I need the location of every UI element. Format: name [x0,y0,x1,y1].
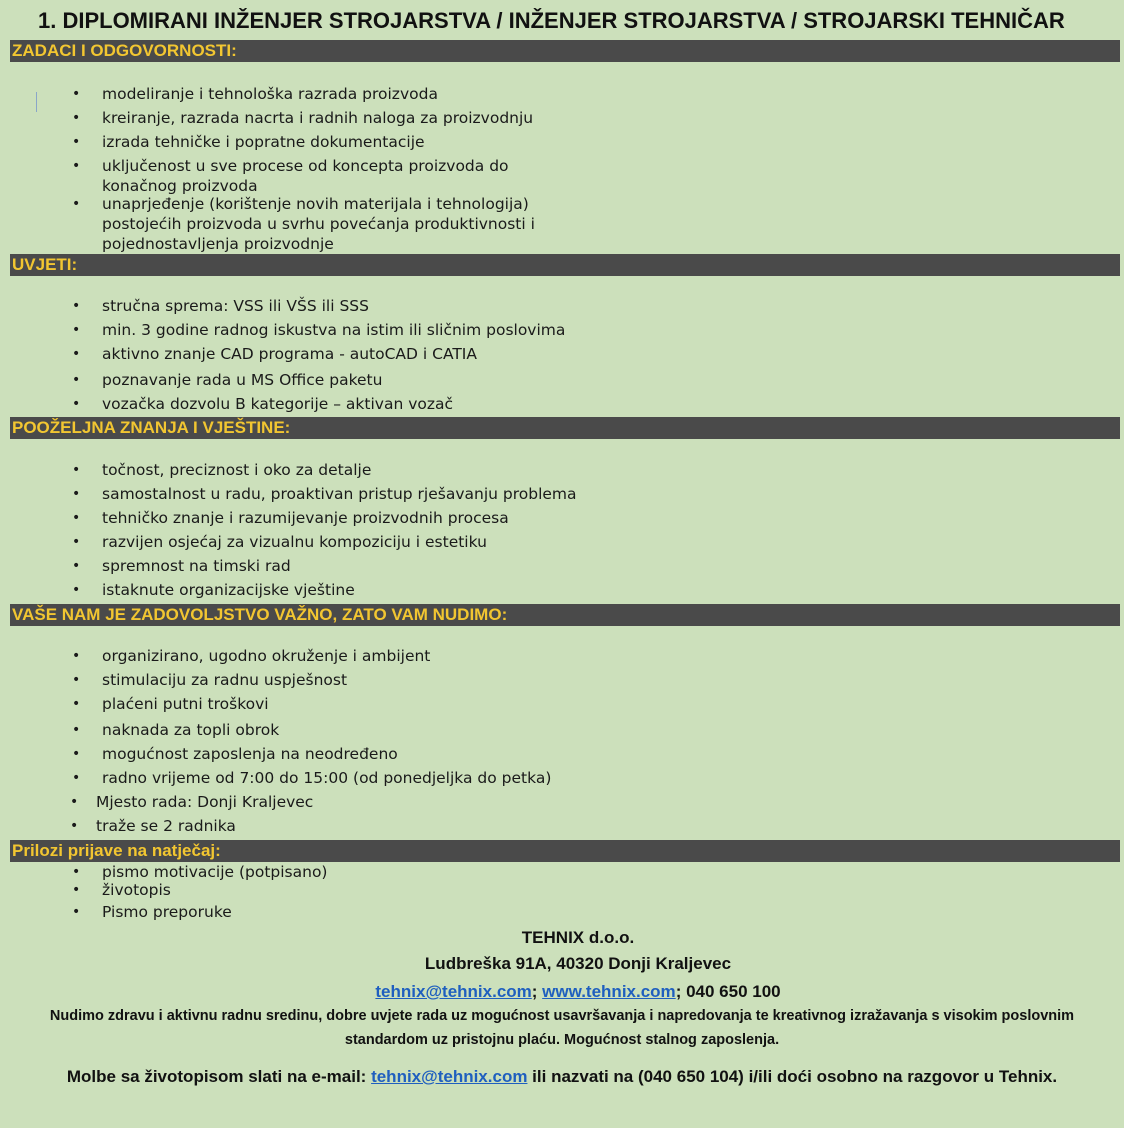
section-heading: Prilozi prijave na natječaj: [12,841,221,860]
section-header-offer [10,604,1120,626]
list-item: • traže se 2 radnika [70,817,236,835]
section-heading: VAŠE NAM JE ZADOVOLJSTVO VAŽNO, ZATO VAM NUDIMO: [12,605,508,624]
bullet-icon: • [72,770,81,786]
list-item: • plaćeni putni troškovi [72,695,269,713]
list-item: • uključenost u sve procese od koncepta proizvoda do konačnog proizvoda [72,157,509,195]
list-item: • životopis [72,881,171,899]
section-heading: POOŽELJNA ZNANJA I VJEŠTINE: [12,418,291,437]
bullet-icon: • [72,882,81,898]
bullet-icon: • [72,746,81,762]
bullet-icon: • [70,818,79,834]
list-item: • istaknute organizacijske vještine [72,581,355,599]
bullet-icon: • [72,864,81,880]
bullet-icon: • [72,158,81,174]
section-header-tasks [10,40,1120,62]
list-item: • min. 3 godine radnog iskustva na istim ili sličnim poslovima [72,321,566,339]
list-item: • točnost, preciznost i oko za detalje [72,461,372,479]
list-item: • tehničko znanje i razumijevanje proizvodnih procesa [72,509,509,527]
bullet-icon: • [72,110,81,126]
bullet-icon: • [72,672,81,688]
company-address: Ludbreška 91A, 40320 Donji Kraljevec [424,954,732,973]
bullet-icon: • [72,372,81,388]
section-header-skills [10,417,1120,439]
list-item: • kreiranje, razrada nacrta i radnih naloga za proizvodnju [72,109,534,127]
bullet-icon: • [72,462,81,478]
list-item: • poznavanje rada u MS Office paketu [72,371,383,389]
list-item: • izrada tehničke i popratne dokumentacije [72,133,425,151]
list-item: • Pismo preporuke [72,903,232,921]
text-cursor [36,92,37,112]
page-title: 1. DIPLOMIRANI INŽENJER STROJARSTVA / INŽENJER STROJARSTVA / STROJARSKI TEHNIČAR [38,8,1065,33]
bullet-icon: • [72,534,81,550]
separator: ; [531,982,543,1001]
bullet-icon: • [72,558,81,574]
company-name: TEHNIX d.o.o. [521,928,635,947]
bullet-icon: • [72,904,81,920]
company-contact [16,982,1124,1002]
apply-suffix: ili nazvati na (040 650 104) i/ili doći osobno na razgovor u Tehnix. [527,1067,1058,1086]
apply-prefix: Molbe sa životopisom slati na e-mail: [66,1067,372,1086]
section-header-attachments [10,840,1120,862]
bullet-icon: • [70,794,79,810]
section-header-conditions [10,254,1120,276]
list-item: • vozačka dozvolu B kategorije – aktivan vozač [72,395,454,413]
list-item: • radno vrijeme od 7:00 do 15:00 (od ponedjeljka do petka) [72,769,552,787]
list-item: • spremnost na timski rad [72,557,291,575]
apply-instructions [0,1067,1124,1087]
list-item: • samostalnost u radu, proaktivan pristup rješavanju problema [72,485,577,503]
list-item: • Mjesto rada: Donji Kraljevec [70,793,314,811]
list-item: • naknada za topli obrok [72,721,280,739]
list-item: • stimulaciju za radnu uspješnost [72,671,348,689]
list-item: • aktivno znanje CAD programa - autoCAD i CATIA [72,345,477,363]
bullet-icon: • [72,486,81,502]
section-heading: ZADACI I ODGOVORNOSTI: [12,41,237,60]
bullet-icon: • [72,648,81,664]
bullet-icon: • [72,510,81,526]
bullet-icon: • [72,322,81,338]
company-description: Nudimo zdravu i aktivnu radnu sredinu, dobre uvjete rada uz mogućnost usavršavanja i napredovanja te kreativnog izražavanja s visokim poslovnim standardom uz pristojnu plaću. Mogućnost stalnog zaposlenja. [49,1008,1075,1048]
bullet-icon: • [72,696,81,712]
website-link[interactable]: www.tehnix.com [542,982,676,1001]
list-item: • pismo motivacije (potpisano) [72,863,328,881]
apply-email-link[interactable]: tehnix@tehnix.com [371,1067,528,1086]
bullet-icon: • [72,722,81,738]
bullet-icon: • [72,582,81,598]
list-item: • razvijen osjećaj za vizualnu kompoziciju i estetiku [72,533,487,551]
bullet-icon: • [72,86,81,102]
bullet-icon: • [72,298,81,314]
company-phone: ; 040 650 100 [675,982,781,1001]
bullet-icon: • [72,396,81,412]
bullet-icon: • [72,134,81,150]
list-item: • organizirano, ugodno okruženje i ambijent [72,647,431,665]
email-link[interactable]: tehnix@tehnix.com [375,982,532,1001]
section-heading: UVJETI: [12,255,78,274]
list-item: • mogućnost zaposlenja na neodređeno [72,745,398,763]
list-item: • unaprjeđenje (korištenje novih materijala i tehnologija) postojećih proizvoda u svrhu povećanja produktivnosti i pojednostavljenja proizvodnje [72,195,535,253]
list-item: • modeliranje i tehnološka razrada proizvoda [72,85,438,103]
bullet-icon: • [72,346,81,362]
bullet-icon: • [72,196,81,212]
list-item: • stručna sprema: VSS ili VŠS ili SSS [72,297,369,315]
